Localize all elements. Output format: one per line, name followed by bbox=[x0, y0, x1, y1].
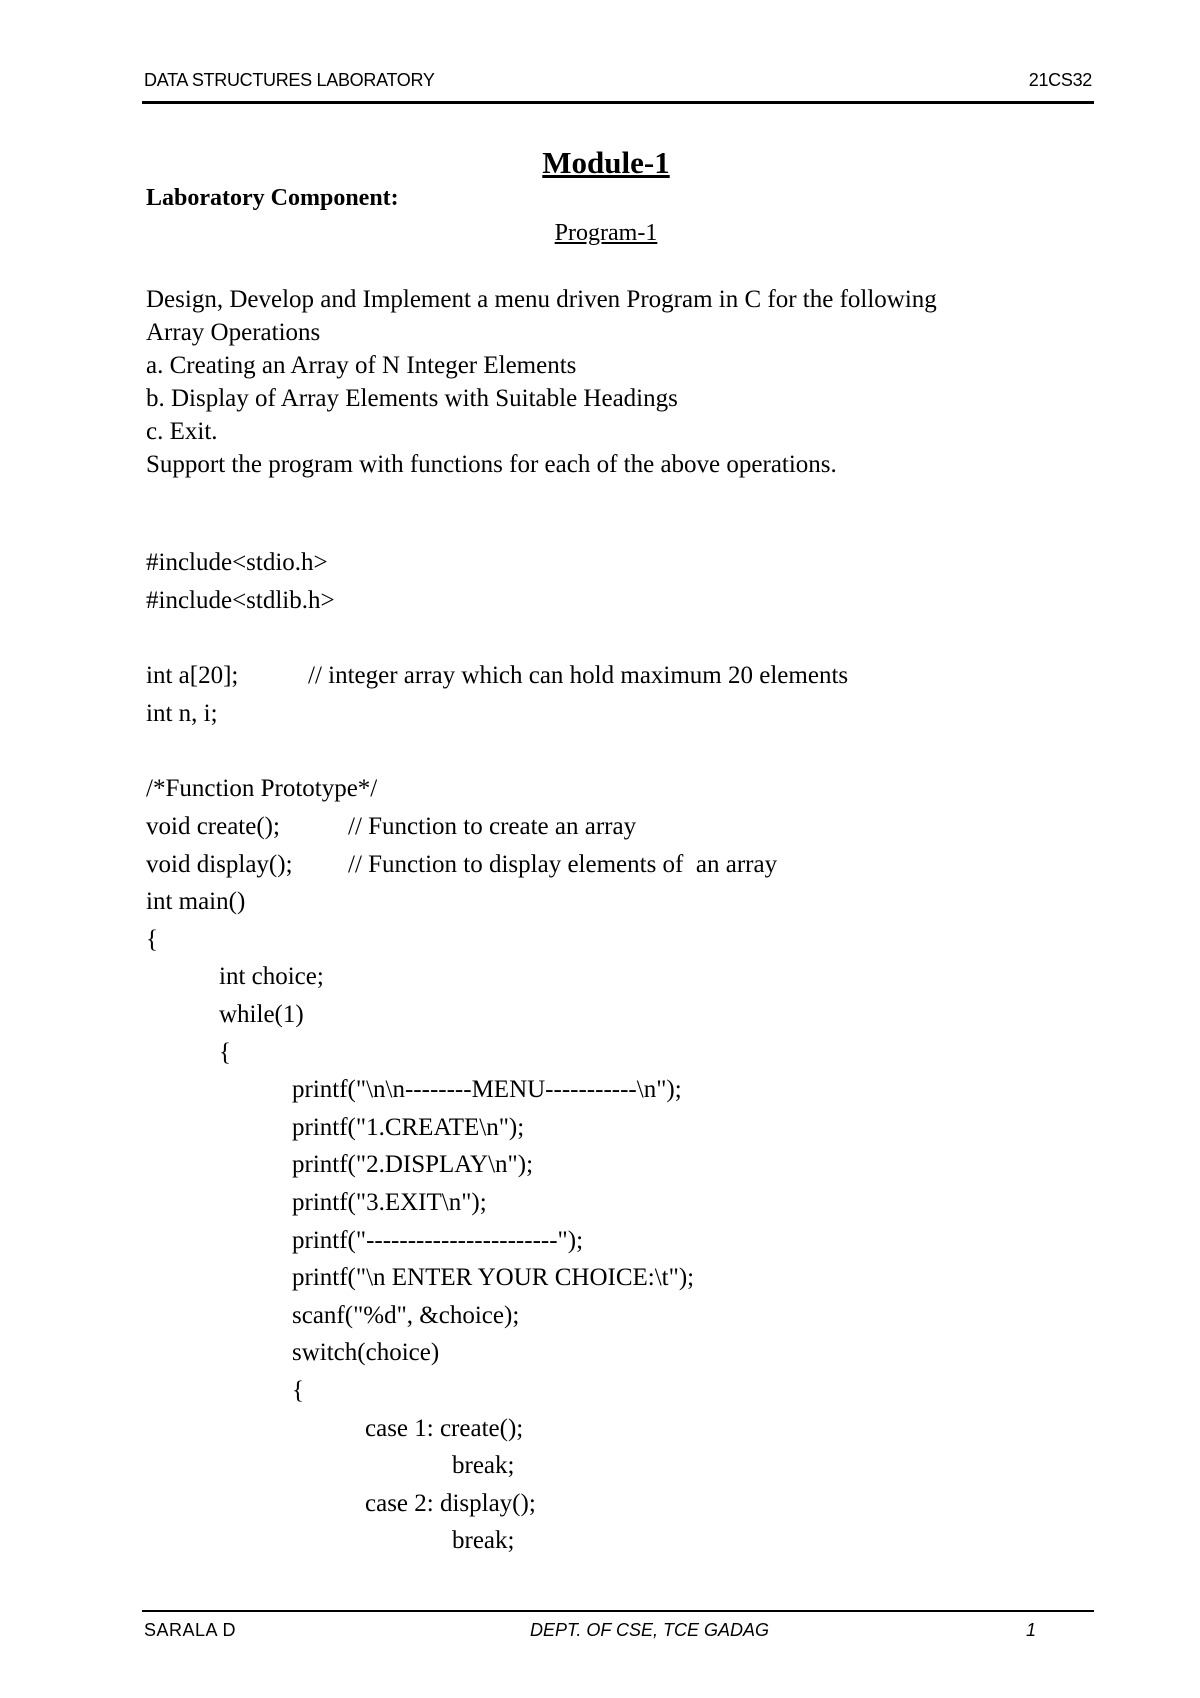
code-line: switch(choice) bbox=[292, 1339, 440, 1366]
code-line: break; bbox=[452, 1452, 515, 1479]
code-line: void display(); bbox=[146, 851, 293, 878]
code-line: int choice; bbox=[219, 963, 324, 990]
header-rule bbox=[142, 101, 1094, 104]
header-course-title: DATA STRUCTURES LABORATORY bbox=[144, 70, 435, 90]
program-title: Program-1 bbox=[554, 220, 658, 246]
problem-statement bbox=[146, 283, 1066, 481]
module-title: Module-1 bbox=[542, 145, 670, 180]
code-line: int a[20]; bbox=[146, 662, 239, 689]
code-line: #include<stdio.h> bbox=[146, 549, 328, 576]
code-line: printf("\n ENTER YOUR CHOICE:\t"); bbox=[292, 1264, 695, 1291]
code-line: printf("3.EXIT\n"); bbox=[292, 1189, 487, 1216]
code-line: { bbox=[292, 1377, 304, 1404]
code-line: printf("1.CREATE\n"); bbox=[292, 1114, 525, 1141]
problem-line: Array Operations bbox=[146, 319, 321, 346]
code-line: case 2: display(); bbox=[365, 1490, 536, 1517]
lab-component-heading: Laboratory Component: bbox=[146, 185, 399, 211]
problem-line: Support the program with functions for each of the above operations. bbox=[146, 451, 837, 478]
code-line: while(1) bbox=[219, 1001, 304, 1028]
code-line: /*Function Prototype*/ bbox=[146, 775, 378, 802]
code-line: { bbox=[146, 926, 158, 953]
code-line: scanf("%d", &choice); bbox=[292, 1302, 520, 1329]
page-number: 1 bbox=[1025, 1620, 1036, 1640]
problem-line: b. Display of Array Elements with Suitable Headings bbox=[146, 385, 678, 412]
code-comment: // integer array which can hold maximum 20 elements bbox=[308, 662, 849, 689]
footer-department: DEPT. OF CSE, TCE GADAG bbox=[530, 1620, 770, 1640]
footer-author: SARALA D bbox=[144, 1620, 237, 1640]
code-line: #include<stdlib.h> bbox=[146, 587, 335, 614]
problem-line: Design, Develop and Implement a menu driven Program in C for the following bbox=[146, 286, 937, 313]
code-line: int main() bbox=[146, 888, 246, 915]
code-line: void create(); bbox=[146, 813, 280, 840]
code-line: printf("2.DISPLAY\n"); bbox=[292, 1151, 534, 1178]
code-line: printf("-----------------------"); bbox=[292, 1227, 584, 1254]
problem-line: c. Exit. bbox=[146, 418, 218, 445]
code-line: printf("\n\n--------MENU-----------\n"); bbox=[292, 1076, 682, 1103]
header-course-code: 21CS32 bbox=[1028, 70, 1092, 90]
code-line: case 1: create(); bbox=[365, 1415, 524, 1442]
code-line: { bbox=[219, 1039, 231, 1066]
code-line: break; bbox=[452, 1527, 515, 1554]
code-comment: // Function to display elements of an array bbox=[348, 851, 778, 878]
code-line: int n, i; bbox=[146, 700, 218, 727]
problem-line: a. Creating an Array of N Integer Elements bbox=[146, 352, 577, 379]
page-footer bbox=[144, 1620, 1092, 1650]
footer-rule bbox=[142, 1610, 1094, 1612]
code-comment: // Function to create an array bbox=[348, 813, 637, 840]
